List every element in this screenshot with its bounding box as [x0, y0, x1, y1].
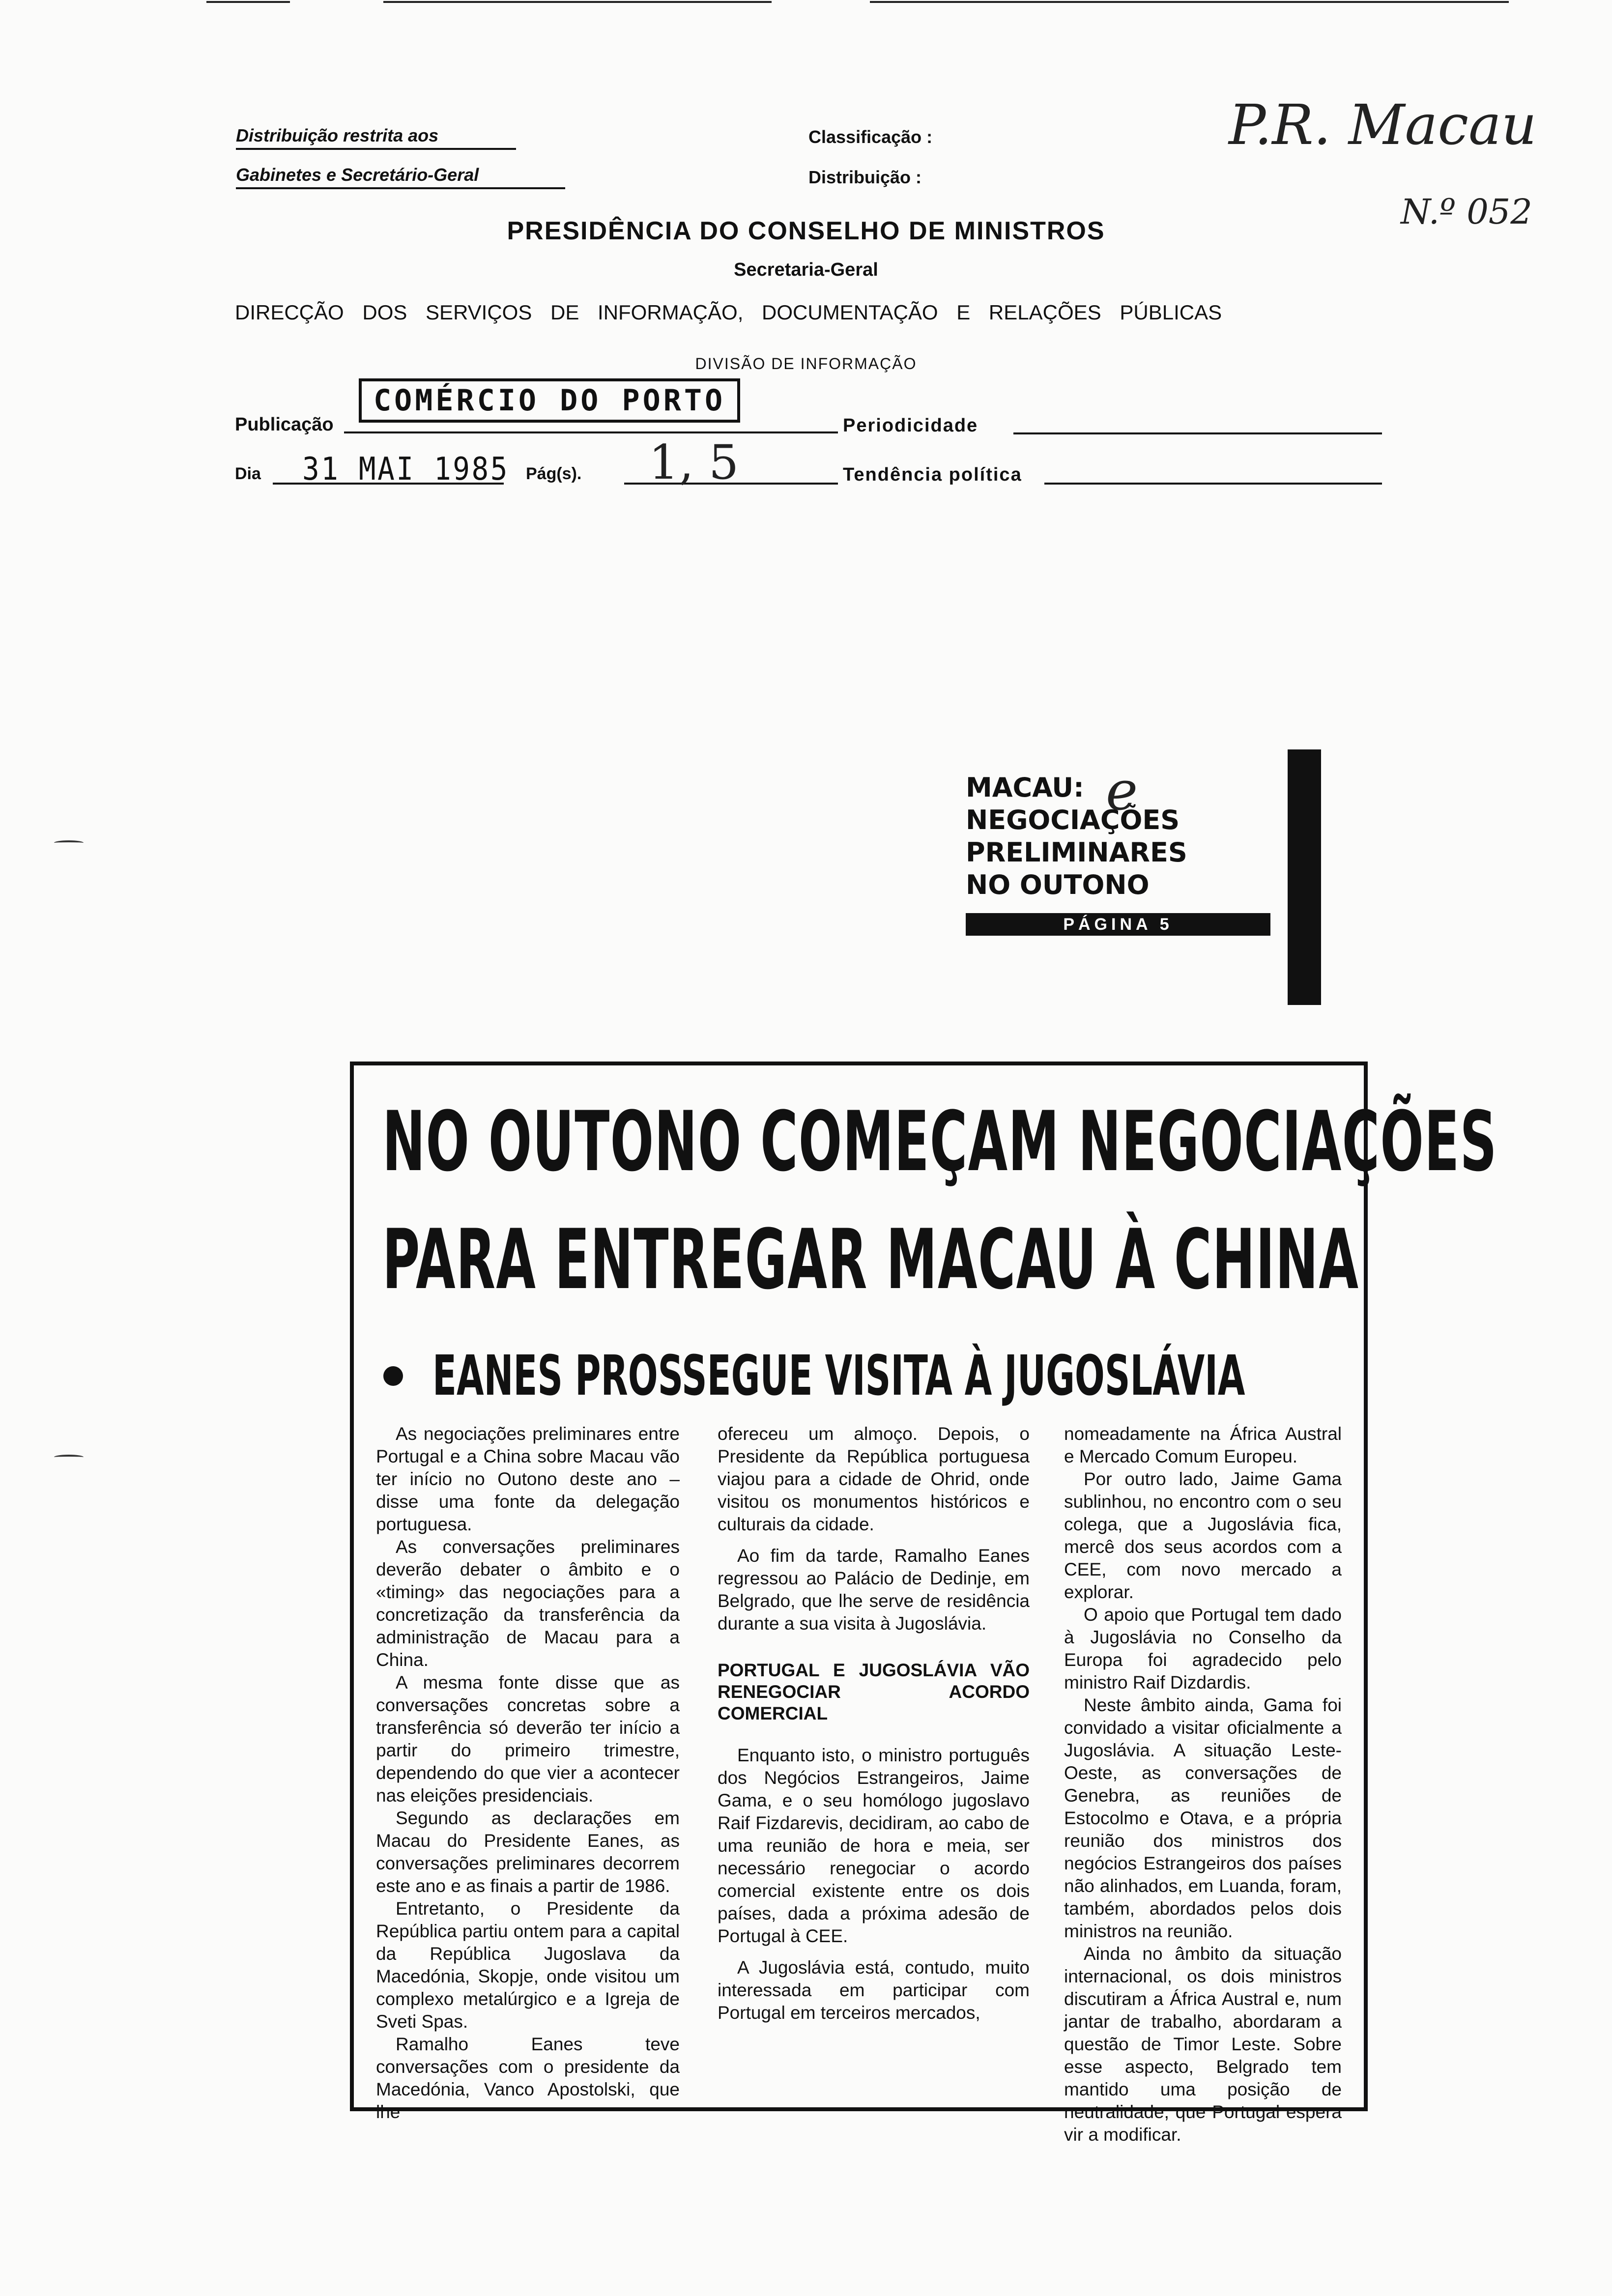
paragraph: nomeadamente na África Austral e Mercado Comum Europeu.	[1064, 1424, 1342, 1466]
paragraph: ofereceu um almoço. Depois, o Presidente da República portuguesa viajou para a cidade de Ohrid, onde visitou os monumentos históricos e culturais da cidade.	[718, 1424, 1030, 1534]
scan-edge-line	[206, 1, 290, 3]
teaser-line-3: PRELIMINARES	[966, 837, 1187, 868]
column-3	[1064, 1423, 1342, 2146]
teaser-line-2: NEGOCIAÇÕES	[966, 804, 1180, 835]
scan-edge-line	[870, 1, 1509, 3]
headline-line-2: PARA ENTREGAR MACAU À CHINA	[382, 1211, 1359, 1308]
paragraph: As negociações preliminares entre Portugal e a China sobre Macau vão ter início no Outono deste ano – disse uma fonte da delegação portuguesa.	[376, 1424, 680, 1534]
periodicidade-label: Periodicidade	[843, 415, 979, 436]
teaser-page-ref: PÁGINA 5	[966, 913, 1270, 936]
periodicidade-line	[1013, 432, 1382, 434]
divisao: DIVISÃO DE INFORMAÇÃO	[695, 355, 917, 373]
paragraph: Neste âmbito ainda, Gama foi convidado a visitar oficialmente a Jugoslávia. A situação Leste-Oeste, as conversações de Genebra, as reuniões de Estocolmo e Otava, e a própria reunião dos ministros dos negócios Estrangeiros dos países não alinhados, em Luanda, foram, também, abordados pelos dois ministros na reunião.	[1064, 1695, 1342, 1941]
handwritten-note: P.R. Macau	[1229, 93, 1537, 157]
org-title: PRESIDÊNCIA DO CONSELHO DE MINISTROS	[507, 217, 1105, 245]
teaser-line-4: NO OUTONO	[966, 869, 1150, 900]
handwritten-code: e	[1106, 759, 1138, 822]
teaser-line-1: MACAU:	[966, 772, 1084, 803]
pags-label: Pág(s).	[526, 464, 582, 483]
column-2	[718, 1423, 1030, 2024]
paragraph: Segundo as declarações em Macau do Presidente Eanes, as conversações preliminares decorrem este ano e as finais a partir de 1986.	[376, 1808, 680, 1896]
publicacao-label: Publicação	[235, 414, 334, 435]
paragraph: Ramalho Eanes teve conversações com o presidente da Macedónia, Vanco Apostolski, que lhe	[376, 2034, 680, 2122]
classificacao-label: Classificação :	[808, 127, 933, 147]
scan-edge-line	[383, 1, 772, 3]
direccao: DIRECÇÃO DOS SERVIÇOS DE INFORMAÇÃO, DOCUMENTAÇÃO E RELAÇÕES PÚBLICAS	[235, 301, 1222, 324]
pags-value: 1, 5	[649, 435, 739, 490]
column-1	[376, 1423, 680, 2124]
paragraph: A mesma fonte disse que as conversações concretas sobre a transferência só deverão ter início a partir do primeiro trimestre, dependendo do que vier a acontecer nas eleições presidenciais.	[376, 1672, 680, 1806]
punch-mark	[54, 840, 84, 845]
secretaria: Secretaria-Geral	[734, 259, 878, 280]
tendencia-line	[1044, 483, 1382, 485]
headline-line-1: NO OUTONO COMEÇAM NEGOCIAÇÕES	[382, 1093, 1497, 1190]
handwritten-number: N.º 052	[1401, 192, 1532, 232]
paragraph: Ao fim da tarde, Ramalho Eanes regressou ao Palácio de Dedinje, em Belgrado, que lhe serve de residência durante a sua visita à Jugoslávia.	[718, 1546, 1030, 1634]
tendencia-label: Tendência política	[843, 464, 1022, 485]
subheadline: EANES PROSSEGUE VISITA À JUGOSLÁVIA	[432, 1344, 1245, 1408]
paragraph: O apoio que Portugal tem dado à Jugoslávia no Conselho da Europa foi agradecido pelo ministro Raif Dizdardis.	[1064, 1605, 1342, 1693]
distribution-line-2: Gabinetes e Secretário-Geral	[236, 165, 565, 189]
dia-value: 31 MAI 1985	[302, 451, 510, 488]
paragraph: Por outro lado, Jaime Gama sublinhou, no encontro com o seu colega, que a Jugoslávia fica, mercê dos seus acordos com a CEE, com novo mercado a explorar.	[1064, 1469, 1342, 1602]
teaser-side-bar	[1288, 749, 1321, 1005]
paragraph: Entretanto, o Presidente da República partiu ontem para a capital da República Jugoslava da Macedónia, Skopje, onde visitou um complexo metalúrgico e a Igreja de Sveti Spas.	[376, 1898, 680, 2032]
distribuicao-label: Distribuição :	[808, 167, 922, 187]
paragraph: As conversações preliminares deverão debater o âmbito e o «timing» das negociações para a concretização da transferência da administração de Macau para a China.	[376, 1537, 680, 1670]
teaser-box	[966, 772, 1320, 998]
section-heading: PORTUGAL E JUGOSLÁVIA VÃO RENEGOCIAR ACORDO COMERCIAL	[718, 1660, 1030, 1723]
distribution-line-1: Distribuição restrita aos	[236, 125, 516, 150]
dia-label: Dia	[235, 464, 261, 483]
paragraph: A Jugoslávia está, contudo, muito interessada em participar com Portugal em terceiros mercados,	[718, 1957, 1030, 2023]
paragraph: Enquanto isto, o ministro português dos Negócios Estrangeiros, Jaime Gama, e o seu homólogo jugoslavo Raif Fizdarevis, decidiram, ao cabo de uma reunião de hora e meia, ser necessário renegociar o acordo comercial existente entre os dois países, dada a próxima adesão de Portugal à CEE.	[718, 1745, 1030, 1946]
publication-stamp: COMÉRCIO DO PORTO	[359, 378, 740, 423]
bullet	[383, 1366, 403, 1386]
paragraph: Ainda no âmbito da situação internacional, os dois ministros discutiram a África Austral e, num jantar de trabalho, abordaram a questão de Timor Leste. Sobre esse aspecto, Belgrado tem mantido uma posição de neutralidade, que Portugal espera vir a modificar.	[1064, 1944, 1342, 2145]
publicacao-line	[344, 431, 838, 433]
punch-mark	[54, 1455, 84, 1460]
